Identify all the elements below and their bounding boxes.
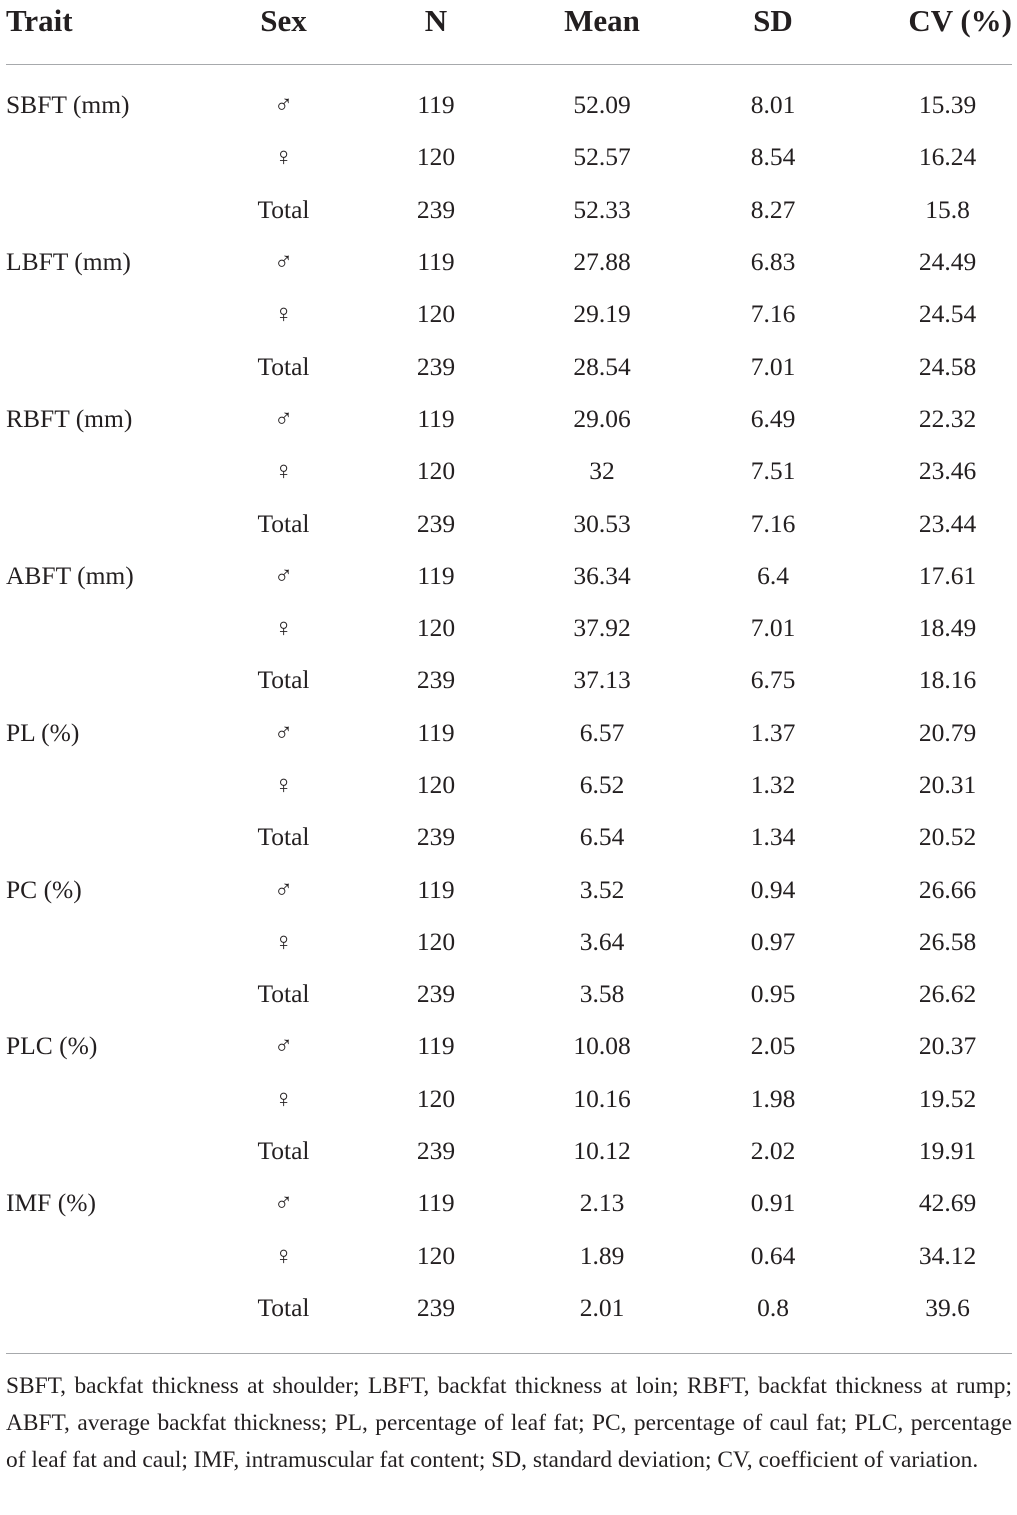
cell-sd: 7.16: [750, 299, 796, 329]
cell-mean: 32: [589, 456, 615, 486]
cell-n: 119: [417, 717, 455, 747]
cell-mean: 52.09: [573, 90, 631, 120]
cell-sex: ♀: [273, 299, 294, 329]
cell-trait: [6, 445, 206, 497]
header-cv: CV (%): [908, 3, 1012, 38]
cell-trait: ABFT (mm): [6, 560, 134, 590]
cell-n: 119: [417, 1188, 455, 1218]
table-row: [6, 1125, 1012, 1177]
cell-n: 119: [417, 90, 455, 120]
cell-n: 120: [416, 613, 456, 643]
cell-mean: 2.13: [579, 1188, 625, 1218]
cell-mean: 2.01: [579, 1292, 625, 1322]
cell-sex: ♂: [273, 403, 294, 433]
table-row: [6, 288, 1012, 340]
cell-sex: Total: [257, 822, 310, 852]
table-row: [6, 445, 1012, 497]
cell-cv: 18.16: [918, 665, 977, 695]
cell-sd: 1.32: [750, 770, 796, 799]
cell-sex: Total: [257, 1292, 310, 1322]
cell-sd: 6.75: [750, 665, 796, 695]
cell-mean: 3.58: [579, 979, 625, 1009]
cell-trait: SBFT (mm): [6, 90, 130, 120]
cell-sd: 2.02: [750, 1136, 796, 1166]
cell-n: 239: [416, 979, 456, 1009]
cell-mean: 6.57: [579, 717, 625, 747]
cell-sd: 2.05: [750, 1031, 796, 1061]
cell-cv: 23.44: [918, 508, 977, 538]
cell-trait: [6, 1073, 206, 1125]
cell-trait: [6, 184, 206, 236]
cell-mean: 6.54: [579, 822, 625, 852]
cell-sd: 0.8: [757, 1292, 789, 1322]
cell-trait: [6, 340, 206, 392]
cell-trait: PC (%): [6, 874, 82, 904]
table-row: [6, 1230, 1012, 1282]
cell-mean: 6.52: [579, 770, 625, 799]
cell-sex: ♂: [273, 90, 294, 120]
cell-trait: [6, 602, 206, 654]
cell-n: 239: [416, 351, 456, 381]
cell-sex: ♂: [273, 560, 294, 590]
cell-n: 239: [416, 1292, 456, 1322]
cell-mean: 27.88: [573, 247, 631, 277]
table-row: [6, 863, 1012, 915]
cell-n: 239: [416, 665, 456, 695]
cell-trait: [6, 811, 206, 863]
cell-cv: 23.46: [918, 456, 977, 486]
cell-mean: 29.06: [573, 403, 631, 433]
cell-sd: 0.97: [750, 926, 796, 956]
table-body: [6, 65, 1012, 1345]
table-row: [6, 236, 1012, 288]
cell-cv: 42.69: [918, 1188, 977, 1218]
table-row: [6, 184, 1012, 236]
cell-n: 119: [417, 1031, 455, 1061]
cell-n: 239: [416, 508, 456, 538]
cell-n: 120: [416, 1083, 456, 1113]
cell-cv: 24.58: [918, 351, 977, 381]
cell-n: 119: [417, 247, 455, 277]
cell-sex: Total: [257, 665, 310, 695]
cell-trait: [6, 1282, 206, 1344]
cell-n: 120: [416, 1240, 456, 1270]
cell-mean: 10.16: [573, 1083, 631, 1113]
cell-sex: Total: [257, 979, 310, 1009]
cell-sex: ♂: [273, 1031, 294, 1061]
table-row: [6, 497, 1012, 549]
cell-cv: 24.49: [918, 247, 977, 277]
cell-mean: 29.19: [573, 299, 631, 329]
cell-trait: PLC (%): [6, 1031, 98, 1061]
trait-statistics-table: [6, 0, 1012, 1344]
cell-cv: 34.12: [918, 1240, 977, 1270]
table-row: [6, 811, 1012, 863]
table-row: [6, 759, 1012, 811]
cell-trait: [6, 1125, 206, 1177]
cell-cv: 39.6: [925, 1292, 970, 1322]
cell-sex: ♀: [273, 770, 294, 799]
cell-sd: 7.16: [750, 508, 796, 538]
cell-mean: 52.33: [573, 194, 631, 224]
table-row: [6, 1020, 1012, 1072]
cell-cv: 24.54: [918, 299, 977, 329]
cell-mean: 37.92: [573, 613, 631, 643]
cell-sd: 7.01: [750, 351, 796, 381]
cell-cv: 20.52: [918, 822, 977, 852]
header-row: [6, 0, 1012, 65]
table-row: [6, 602, 1012, 654]
cell-sd: 0.95: [750, 979, 796, 1009]
table-row: [6, 1073, 1012, 1125]
cell-n: 119: [417, 560, 455, 590]
cell-sd: 1.98: [750, 1083, 796, 1113]
cell-n: 239: [416, 194, 456, 224]
cell-sex: ♂: [273, 247, 294, 277]
cell-mean: 3.52: [579, 874, 625, 904]
cell-sd: 1.37: [750, 717, 796, 747]
header-mean: Mean: [564, 3, 640, 38]
cell-trait: LBFT (mm): [6, 247, 131, 277]
cell-mean: 3.64: [579, 926, 625, 956]
cell-mean: 37.13: [573, 665, 631, 695]
cell-sex: ♂: [273, 717, 294, 747]
cell-trait: [6, 1230, 206, 1282]
table-row: [6, 65, 1012, 132]
table-row: [6, 550, 1012, 602]
cell-n: 120: [416, 142, 456, 172]
cell-trait: [6, 131, 206, 183]
cell-mean: 36.34: [573, 560, 631, 590]
cell-sd: 7.01: [750, 613, 796, 643]
cell-cv: 17.61: [918, 560, 977, 590]
cell-cv: 26.66: [918, 874, 977, 904]
cell-sd: 1.34: [750, 822, 796, 852]
cell-cv: 20.37: [918, 1031, 977, 1061]
cell-n: 120: [416, 456, 456, 486]
cell-sex: ♀: [273, 1240, 294, 1270]
cell-mean: 1.89: [579, 1240, 625, 1270]
header-n: N: [424, 3, 448, 38]
cell-cv: 19.91: [918, 1136, 977, 1166]
cell-mean: 30.53: [573, 508, 631, 538]
header-sex: Sex: [260, 3, 307, 38]
table-row: [6, 707, 1012, 759]
cell-cv: 22.32: [918, 403, 977, 433]
table-row: [6, 1282, 1012, 1344]
cell-n: 120: [416, 770, 456, 799]
cell-cv: 20.31: [918, 770, 977, 799]
cell-trait: [6, 759, 206, 811]
cell-sex: Total: [257, 351, 310, 381]
cell-n: 239: [416, 822, 456, 852]
cell-n: 119: [417, 874, 455, 904]
cell-sd: 8.54: [750, 142, 796, 172]
cell-sex: Total: [257, 508, 310, 538]
cell-cv: 15.39: [918, 90, 977, 120]
cell-cv: 19.52: [918, 1083, 977, 1113]
cell-mean: 28.54: [573, 351, 631, 381]
cell-sd: 0.64: [750, 1240, 796, 1270]
cell-trait: RBFT (mm): [6, 403, 133, 433]
cell-mean: 52.57: [573, 142, 631, 172]
cell-sex: ♂: [273, 874, 294, 904]
table-bottom-rule: [6, 1353, 1012, 1354]
cell-sd: 6.4: [757, 560, 789, 590]
cell-mean: 10.12: [573, 1136, 631, 1166]
cell-sd: 6.49: [750, 403, 796, 433]
table-row: [6, 340, 1012, 392]
cell-n: 120: [416, 299, 456, 329]
cell-sd: 6.83: [750, 247, 796, 277]
cell-n: 119: [417, 403, 455, 433]
header-sd: SD: [753, 3, 793, 38]
table-row: [6, 1177, 1012, 1229]
table-row: [6, 393, 1012, 445]
table-row: [6, 968, 1012, 1020]
cell-sex: ♀: [273, 926, 294, 956]
cell-n: 239: [416, 1136, 456, 1166]
cell-cv: 18.49: [918, 613, 977, 643]
cell-sd: 8.27: [750, 194, 796, 224]
cell-sd: 0.94: [750, 874, 796, 904]
cell-trait: [6, 654, 206, 706]
table-row: [6, 131, 1012, 183]
cell-sex: ♀: [273, 1083, 294, 1113]
table-row: [6, 916, 1012, 968]
cell-sex: Total: [257, 194, 310, 224]
cell-sex: ♀: [273, 613, 294, 643]
cell-trait: PL (%): [6, 717, 80, 747]
cell-trait: IMF (%): [6, 1188, 96, 1218]
cell-sd: 0.91: [750, 1188, 796, 1218]
cell-sex: Total: [257, 1136, 310, 1166]
cell-trait: [6, 968, 206, 1020]
table-header: [6, 0, 1012, 65]
cell-sd: 7.51: [750, 456, 796, 486]
cell-cv: 26.62: [918, 979, 977, 1009]
cell-mean: 10.08: [573, 1031, 631, 1061]
cell-cv: 15.8: [925, 194, 970, 224]
cell-n: 120: [416, 926, 456, 956]
cell-cv: 26.58: [918, 926, 977, 956]
cell-cv: 20.79: [918, 717, 977, 747]
cell-trait: [6, 288, 206, 340]
cell-trait: [6, 497, 206, 549]
cell-trait: [6, 916, 206, 968]
cell-sex: ♀: [273, 456, 294, 486]
table-footnote: SBFT, backfat thickness at shoulder; LBFT, backfat thickness at loin; RBFT, backfat thickness at rump; ABFT, average backfat thickness; PL, percentage of leaf fat; PC, percentage of caul fat; PLC, percentage of leaf fat and caul; IMF, intramuscular fat content; SD, standard deviation; CV, coefficient of variation.: [6, 1373, 1012, 1473]
cell-sex: ♂: [273, 1188, 294, 1218]
cell-cv: 16.24: [918, 142, 977, 172]
cell-sd: 8.01: [750, 90, 796, 120]
header-trait: Trait: [6, 3, 73, 38]
table-row: [6, 654, 1012, 706]
cell-sex: ♀: [273, 142, 294, 172]
